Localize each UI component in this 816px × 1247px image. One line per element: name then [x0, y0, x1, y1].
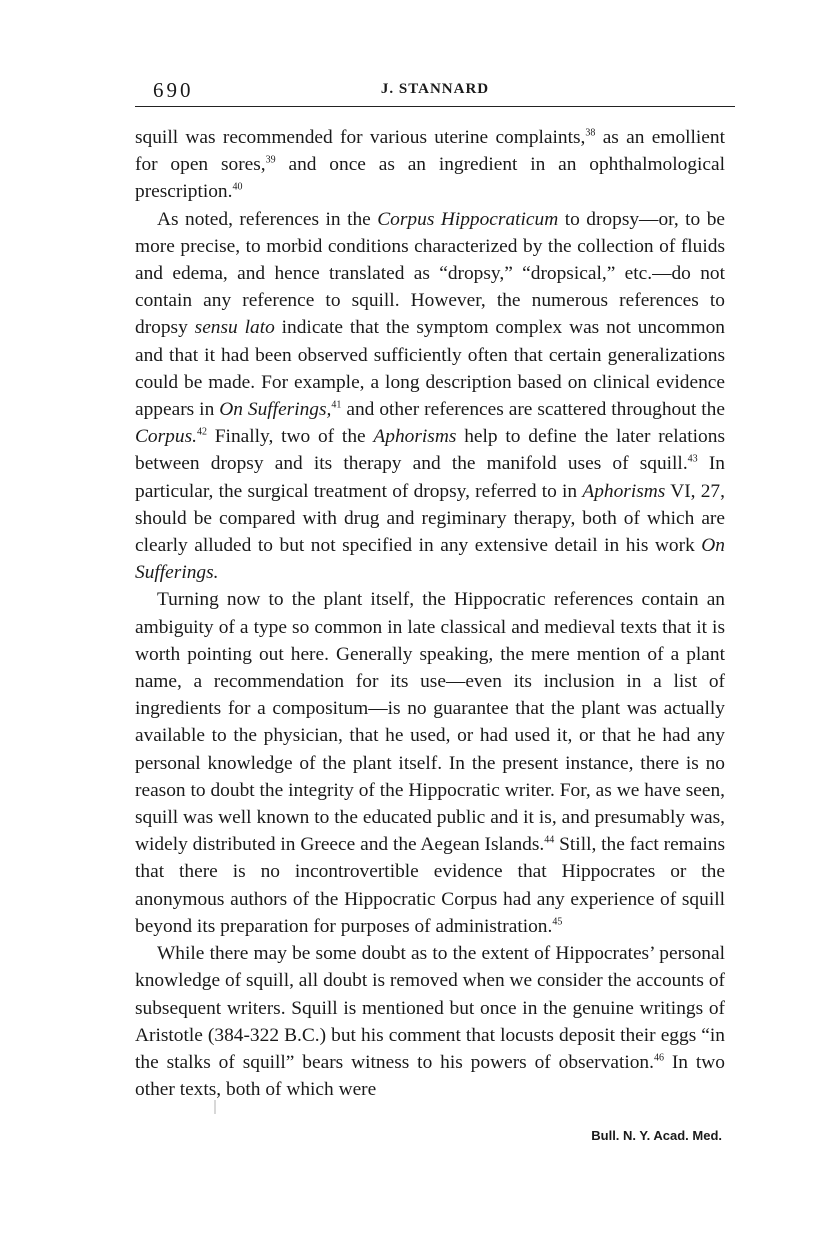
- text-run: as an emollient for open sores,: [135, 127, 725, 176]
- text-run: In particular, the surgical treatment of dropsy, referred to in: [135, 453, 725, 502]
- italic-title: On Sufferings,: [219, 399, 332, 421]
- header-rule: [135, 106, 735, 107]
- text-run: to dropsy—or, to be more precise, to morbid conditions characterized by the collection of fluids and edema, and hence translated as “dropsy,” “dropsical,” etc.—do not contain any reference to squill. However, the numerous references to dropsy: [135, 208, 725, 339]
- footnote-ref: 42: [196, 426, 207, 438]
- text-run: As noted, references in the: [157, 208, 378, 230]
- footnote-ref: 46: [653, 1052, 664, 1064]
- footnote-ref: 39: [265, 154, 276, 166]
- journal-footer: Bull. N. Y. Acad. Med.: [591, 1128, 722, 1143]
- footnote-ref: 43: [687, 453, 698, 465]
- scan-speck: [214, 1100, 216, 1114]
- text-run: indicate that the symptom complex was not uncommon and that it had been observed sufficiently often that certain generalizations could be made. For example, a long description based on clinical evidence appears in: [135, 317, 725, 421]
- body-text: [135, 124, 725, 1103]
- footnote-ref: 45: [552, 916, 563, 928]
- text-run: and other references are scattered throughout the: [341, 399, 725, 421]
- text-run: While there may be some doubt as to the extent of Hippocrates’ personal knowledge of squill, all doubt is removed when we consider the accounts of subsequent writers. Squill is mentioned but once in the genuine writings of Aristotle (384-322 B.C.) but his comment that locusts deposit their eggs “in the stalks of squill” bears witness to his powers of observation.: [135, 943, 725, 1073]
- paragraph-4: [135, 940, 725, 1103]
- paragraph-3: [135, 586, 725, 940]
- italic-title: Aphorisms: [373, 426, 457, 448]
- text-run: and once as an ingredient in an ophthalmological prescription.: [135, 154, 725, 203]
- text-run: Still, the fact remains that there is no incontrovertible evidence that Hippocrates or the anonymous authors of the Hippocratic Corpus had any experience of squill beyond its preparation for purposes of administration.: [135, 834, 726, 937]
- paragraph-2: [135, 206, 725, 587]
- running-title: J. STANNARD: [380, 81, 490, 97]
- text-run: In two other texts, both of which were: [135, 1051, 725, 1101]
- italic-title: Corpus.: [135, 426, 197, 448]
- page-number: 690: [153, 78, 194, 102]
- text-run: Finally, two of the: [206, 426, 374, 448]
- italic-title: Corpus Hippocraticum: [377, 208, 559, 230]
- italic-title: On Sufferings.: [135, 535, 725, 584]
- footnote-ref: 41: [331, 399, 342, 411]
- footnote-ref: 44: [544, 834, 555, 846]
- running-head: [135, 78, 735, 108]
- text-run: help to define the later relations between dropsy and its therapy and the manifold uses of squill.: [135, 426, 725, 475]
- text-run: Turning now to the plant itself, the Hippocratic references contain an ambiguity of a type so common in late classical and medieval texts that it is worth pointing out here. Generally speaking, the mere mention of a plant name, a recommendation for its use—even its inclusion in a list of ingredients for a compositum—is no guarantee that the plant was actually available to the physician, that he used, or had used it, or that he had any personal knowledge of the plant itself. In the present instance, there is no reason to doubt the integrity of the Hippocratic writer. For, as we have seen, squill was well known to the educated public and it is, and presumably was, widely distributed in Greece and the Aegean Islands.: [135, 589, 725, 856]
- text-run: squill was recommended for various uterine complaints,: [135, 127, 586, 148]
- italic-title: Aphorisms: [582, 480, 666, 502]
- paragraph-1: [135, 124, 725, 206]
- footnote-ref: 40: [232, 181, 243, 193]
- italic-title: sensu lato: [194, 317, 275, 339]
- footnote-ref: 38: [585, 127, 596, 139]
- text-run: VI, 27, should be compared with drug and regiminary therapy, both of which are clearly alluded to but not specified in any extensive detail in his work: [135, 480, 725, 557]
